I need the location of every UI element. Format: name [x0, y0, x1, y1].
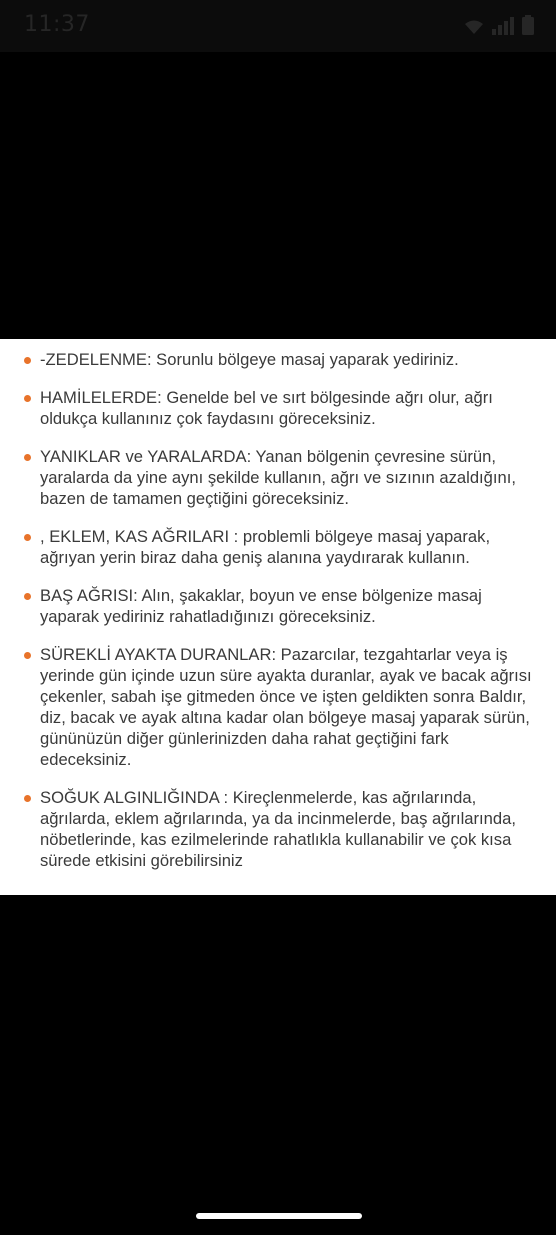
- content-panel: [0, 339, 556, 895]
- bullet-dot-icon: [24, 454, 31, 461]
- bullet-dot-icon: [24, 534, 31, 541]
- list-item-text: HAMİLELERDE: Genelde bel ve sırt bölgesinde ağrı olur, ağrı oldukça kullanınız çok faydasını göreceksiniz.: [40, 388, 493, 428]
- status-icons: [464, 15, 534, 35]
- list-item-text: SOĞUK ALGINLIĞINDA : Kireçlenmelerde, kas ağrılarında, ağrılarda, eklem ağrılarında, ya da incinmelerde, baş ağrılarında, nöbetlerinde, kas ezilmelerinde rahatlıkla kullanabilir ve çok kısa sürede etkisini görebilirsiniz: [40, 788, 516, 870]
- list-item-text: YANIKLAR ve YARALARDA: Yanan bölgenin çevresine sürün, yaralarda da yine aynı şekilde kullanın, ağrı ve sızının azaldığını, bazen de tamamen geçtiğini göreceksiniz.: [40, 447, 516, 508]
- bullet-list: [24, 349, 536, 871]
- bullet-dot-icon: [24, 357, 31, 364]
- bullet-dot-icon: [24, 395, 31, 402]
- list-item-text: , EKLEM, KAS AĞRILARI : problemli bölgeye masaj yaparak, ağrıyan yerin biraz daha geniş alanına yaydırarak kullanın.: [40, 527, 491, 567]
- bullet-dot-icon: [24, 593, 31, 600]
- list-item: [24, 585, 536, 627]
- home-indicator[interactable]: [196, 1213, 362, 1219]
- list-item: [24, 787, 536, 871]
- list-item: [24, 387, 536, 429]
- list-item: [24, 644, 536, 770]
- status-bar: [0, 0, 556, 52]
- bullet-dot-icon: [24, 652, 31, 659]
- list-item: [24, 349, 536, 370]
- list-item-text: SÜREKLİ AYAKTA DURANLAR: Pazarcılar, tezgahtarlar veya iş yerinde gün içinde uzun süre ayakta duranlar, ayak ve bacak ağrısı çekenler, sabah işe gitmeden önce ve işten geldikten sonra Baldır, diz, bacak ve ayak altına kadar olan bölgeye masaj yaparak sürün, gününüzün diğer günlerinizden daha rahat geçtiğini fark edeceksiniz.: [40, 645, 532, 769]
- signal-icon: [492, 17, 514, 35]
- list-item-text: -ZEDELENME: Sorunlu bölgeye masaj yaparak yediriniz.: [40, 350, 459, 369]
- status-time: 11:37: [24, 12, 90, 37]
- bullet-dot-icon: [24, 795, 31, 802]
- battery-icon: [522, 15, 534, 35]
- list-item-text: BAŞ AĞRISI: Alın, şakaklar, boyun ve ense bölgenize masaj yaparak yediriniz rahatladığınızı göreceksiniz.: [40, 586, 482, 626]
- list-item: [24, 526, 536, 568]
- wifi-icon: [464, 19, 484, 35]
- list-item: [24, 446, 536, 509]
